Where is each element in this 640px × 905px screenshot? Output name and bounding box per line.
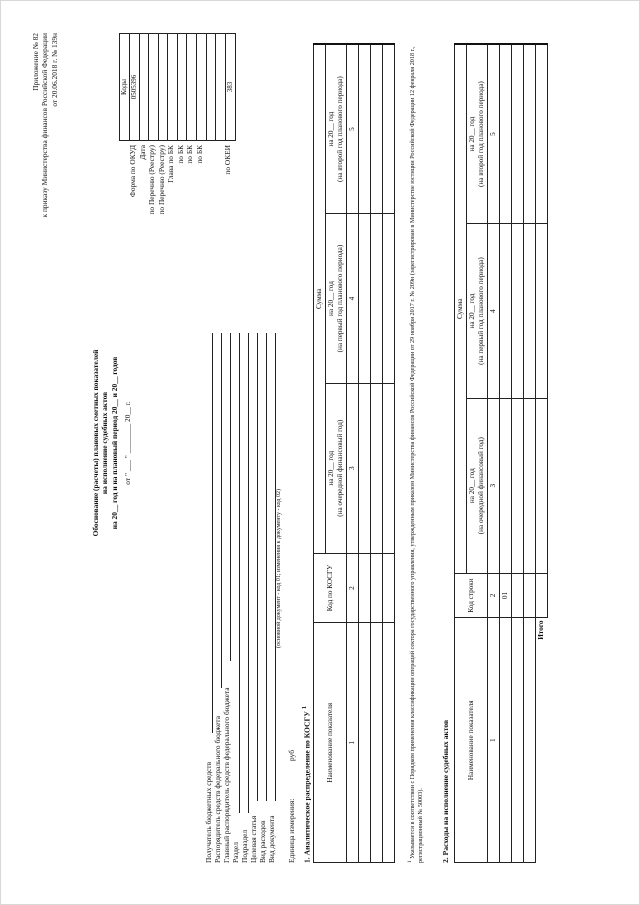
kosgu-table [313, 43, 395, 863]
field-subsection: Подраздел [240, 829, 249, 863]
field-distributor-line[interactable] [221, 333, 222, 688]
acts-num-4: 4 [488, 224, 500, 399]
code-reestr-2-value[interactable] [158, 34, 168, 141]
acts-col-name: Наименование показателя [455, 618, 488, 863]
kosgu-cell[interactable] [359, 623, 371, 863]
kosgu-cell[interactable] [383, 214, 395, 384]
kosgu-year-1: на 20__ год [327, 450, 335, 486]
acts-cell[interactable] [512, 398, 524, 573]
title-line-3: на 20__ год и на плановый период 20__ и 20__ годов [109, 356, 119, 530]
kosgu-cell[interactable] [371, 383, 383, 553]
section-1-footnote-mark: 1 [301, 706, 308, 710]
field-recipient-line[interactable] [212, 333, 213, 733]
kosgu-cell[interactable] [371, 214, 383, 384]
acts-cell[interactable] [512, 618, 524, 863]
court-acts-table [454, 43, 548, 863]
acts-num-3: 3 [488, 398, 500, 573]
document-type-hint: (основной документ - код 01; изменения к документу - код 02) [276, 489, 282, 648]
acts-col-sum: Сумма [455, 44, 467, 573]
code-label-reestr-1: по Перечню (Реестру) [147, 145, 156, 215]
section-1-title [301, 706, 312, 863]
acts-row-code: 01 [500, 573, 512, 618]
kosgu-cell[interactable] [359, 44, 371, 214]
acts-cell[interactable] [500, 398, 512, 573]
table-row [383, 44, 395, 863]
table-row [500, 44, 512, 863]
code-label-bk-2: по БК [185, 145, 194, 164]
codes-labels [128, 145, 233, 215]
kosgu-cell[interactable] [383, 553, 395, 623]
table-row [359, 44, 371, 863]
acts-col-year-1 [467, 398, 488, 573]
acts-col-code: Код строки [455, 573, 488, 618]
code-label-reestr-2: по Перечню (Реестру) [156, 145, 166, 215]
appendix-date: от 20.06.2018 г. № 139н [49, 33, 59, 107]
acts-cell[interactable] [512, 44, 524, 224]
kosgu-cell[interactable] [383, 383, 395, 553]
field-section: Раздел [231, 842, 240, 863]
acts-cell[interactable] [500, 618, 512, 863]
footnote-text: Указывается в соответствии с Порядком применения классификации операций сектора государственного управления, утвержденным приказом Министерства финансов Российской Федерации от 29 ноября 2017 г. № 209н (зарегистрирован в Министерстве юстиции Российской Федерации 12 февраля 2018 г., регистрационный № 50003). [409, 46, 424, 863]
kosgu-num-3: 3 [347, 383, 359, 553]
code-empty-1[interactable] [206, 34, 216, 141]
acts-col-year-2 [467, 224, 488, 399]
acts-num-2: 2 [488, 573, 500, 618]
kosgu-cell[interactable] [359, 214, 371, 384]
acts-col-year-3 [467, 44, 488, 224]
table-row [371, 44, 383, 863]
field-main-distributor: Главный распорядитель средств федерального бюджета [222, 687, 231, 863]
acts-total-code [536, 573, 548, 618]
table-row [524, 44, 536, 863]
code-label-date: Дата [137, 145, 147, 160]
kosgu-cell[interactable] [383, 623, 395, 863]
kosgu-cell[interactable] [359, 553, 371, 623]
kosgu-col-name: Наименование показателя [314, 623, 347, 863]
code-label-okei: по ОКЕИ [223, 145, 232, 175]
kosgu-year-1-sub: (на очередной финансовый год) [336, 419, 344, 517]
form-title [91, 253, 132, 633]
acts-total-cell[interactable] [536, 398, 548, 573]
code-date-value[interactable] [139, 34, 149, 141]
code-label-bk-3: по БК [194, 145, 204, 164]
footnote [407, 43, 425, 863]
field-subsection-line[interactable] [248, 333, 249, 813]
code-label-glava: Глава по БК [166, 145, 175, 183]
code-label-okud: Форма по ОКУД [128, 145, 137, 198]
kosgu-cell[interactable] [371, 623, 383, 863]
acts-total-label: Итого [536, 618, 548, 863]
section-1-title-text: 1. Аналитическое распределение по КОСГУ [302, 711, 312, 863]
code-bk-1-value[interactable] [177, 34, 187, 141]
kosgu-year-2-sub: (на первый год планового периода) [336, 244, 344, 353]
acts-total-cell[interactable] [536, 44, 548, 224]
appendix-order: к приказу Министерства финансов Российской Федерации [40, 33, 50, 218]
unit-label: Единица измерения: [287, 798, 296, 863]
codes-table [119, 33, 236, 141]
acts-cell[interactable] [524, 44, 536, 224]
kosgu-num-5: 5 [347, 44, 359, 214]
field-expense-type-line[interactable] [266, 333, 267, 801]
acts-year-2: на 20__ год [468, 293, 476, 329]
field-expense-type: Вид расходов [258, 820, 267, 863]
kosgu-cell[interactable] [371, 44, 383, 214]
kosgu-cell[interactable] [359, 383, 371, 553]
acts-year-3: на 20__ год [468, 116, 476, 152]
field-main-distributor-line[interactable] [230, 333, 231, 661]
kosgu-col-year-3 [326, 44, 347, 214]
acts-total-cell[interactable] [536, 224, 548, 399]
codes-header: Коды [120, 34, 130, 141]
acts-year-3-sub: (на второй год планового периода) [477, 81, 485, 187]
kosgu-cell[interactable] [371, 553, 383, 623]
acts-cell[interactable] [512, 573, 524, 618]
title-line-2: на исполнение судебных актов [100, 391, 110, 495]
kosgu-col-code: Код по КОСГУ [314, 553, 347, 623]
field-recipient: Получатель бюджетных средств [204, 761, 213, 863]
kosgu-year-2: на 20__ год [327, 281, 335, 316]
field-document-type: Вид документа [267, 815, 276, 863]
kosgu-cell[interactable] [383, 44, 395, 214]
field-section-line[interactable] [239, 333, 240, 813]
acts-cell[interactable] [524, 398, 536, 573]
code-glava-value[interactable] [168, 34, 178, 141]
title-date: от " ___ " ________ 20__ г. [122, 401, 132, 485]
kosgu-col-year-1 [326, 383, 347, 553]
kosgu-num-4: 4 [347, 214, 359, 384]
code-reestr-1-value[interactable] [149, 34, 159, 141]
code-bk-3-value[interactable] [197, 34, 207, 141]
kosgu-year-3: на 20__ год [327, 111, 335, 147]
acts-cell[interactable] [500, 224, 512, 399]
title-line-1: Обоснование (расчеты) плановых сметных показателей [91, 349, 100, 537]
appendix-number: Приложение № 82 [31, 33, 40, 91]
code-empty-2[interactable] [216, 34, 226, 141]
unit-value: руб [287, 750, 296, 761]
acts-cell[interactable] [500, 44, 512, 224]
field-distributor: Распорядитель средств федерального бюджета [213, 715, 222, 863]
code-okei-value[interactable]: 383 [225, 34, 235, 141]
code-label-bk-1: по БК [175, 145, 185, 164]
table-row [512, 44, 524, 863]
acts-year-2-sub: (на первый год планового периода) [477, 257, 485, 365]
kosgu-num-1: 1 [347, 623, 359, 863]
field-target-article-line[interactable] [257, 333, 258, 801]
kosgu-col-sum: Сумма [314, 44, 326, 553]
kosgu-year-3-sub: (на второй год планового периода) [336, 76, 344, 183]
code-okud-value[interactable]: 0505396 [129, 34, 139, 141]
acts-cell[interactable] [524, 224, 536, 399]
acts-cell[interactable] [512, 224, 524, 399]
acts-cell[interactable] [524, 573, 536, 618]
acts-year-1-sub: (на очередной финансовый год) [477, 437, 485, 535]
acts-year-1: на 20__ год [468, 468, 476, 504]
code-bk-2-value[interactable] [187, 34, 197, 141]
footnote-mark: 1 [407, 860, 413, 863]
appendix-header [31, 33, 59, 333]
kosgu-col-year-2 [326, 214, 347, 384]
acts-num-5: 5 [488, 44, 500, 224]
acts-cell[interactable] [524, 618, 536, 863]
section-2-title: 2. Расходы на исполнение судебных актов [441, 719, 450, 863]
acts-num-1: 1 [488, 618, 500, 863]
total-row [536, 44, 548, 863]
rotated-form [21, 23, 621, 883]
field-target-article: Целевая статья [249, 815, 258, 863]
kosgu-num-2: 2 [347, 553, 359, 623]
